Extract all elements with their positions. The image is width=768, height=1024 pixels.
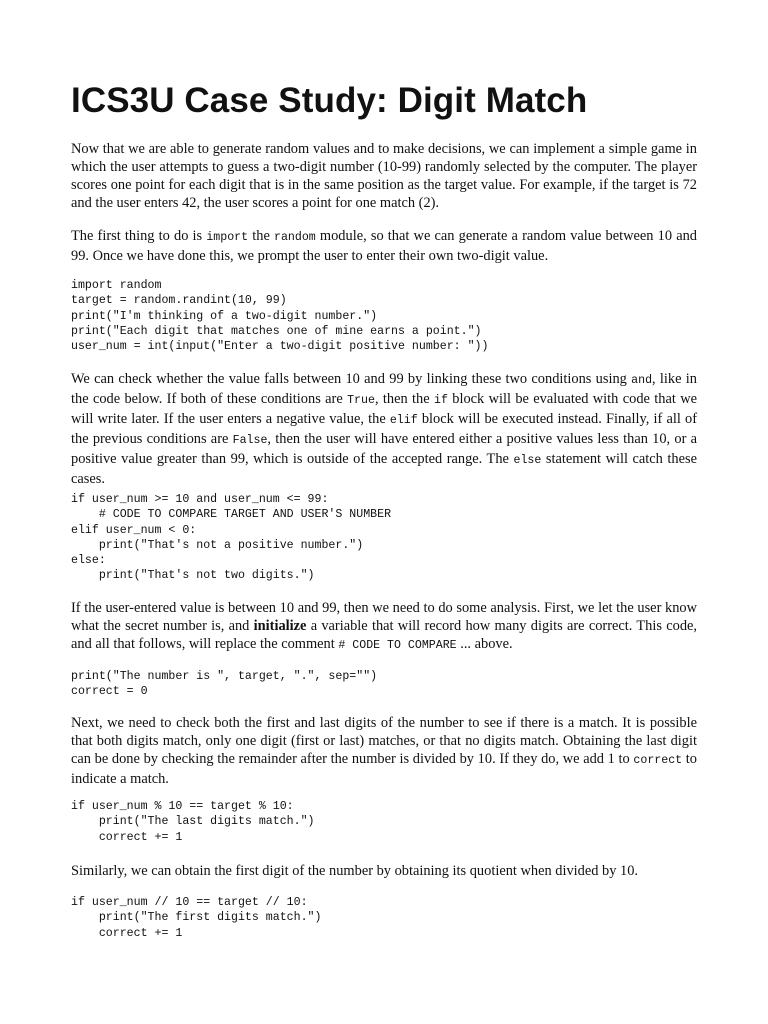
analysis-paragraph <box>71 599 697 655</box>
inline-code-false: False <box>232 434 268 447</box>
inline-code-random: random <box>274 231 316 244</box>
text: , like in the code below. If both of these conditions are <box>71 371 697 407</box>
text: module, so that we can generate a random value between 10 and 99. Once we have done this, we prompt the user to enter their own two-digit value. <box>71 228 697 264</box>
code-block-initialize: print("The number is ", target, ".", sep="") correct = 0 <box>71 670 378 699</box>
inline-code-elif: elif <box>389 414 418 427</box>
text: a variable that will record how many digits are correct. This code, and all that follows, will replace the comment <box>71 618 697 652</box>
text: statement will catch these cases. <box>71 451 697 487</box>
inline-code-if: if <box>433 394 448 407</box>
inline-code-comment: # CODE TO COMPARE <box>338 639 457 652</box>
text: to indicate a match. <box>71 751 698 787</box>
text: Next, we need to check both the first and last digits of the number to see if there is a match. It is possible that both digits match, only one digit (first or last) matches, or that no digits match. Obtaining the last digit can be done by checking the remainder after the number is divided by 10. If they do, we add 1 to <box>71 715 697 767</box>
inline-code-else: else <box>513 454 542 467</box>
last-digit-paragraph <box>71 714 697 788</box>
code-block-first-digit: if user_num // 10 == target // 10: print("The first digits match.") correct += 1 <box>71 896 322 940</box>
conditions-paragraph <box>71 370 697 488</box>
text: , then the <box>374 391 434 407</box>
text: the <box>248 228 274 244</box>
text: block will be executed instead. Finally, if all of the previous conditions are <box>71 411 697 447</box>
bold-term-initialize: initialize <box>253 618 307 634</box>
text: block will be evaluated with code that we will write later. If the user enters a negative value, the <box>71 391 697 427</box>
code-block-last-digit: if user_num % 10 == target % 10: print("The last digits match.") correct += 1 <box>71 800 315 844</box>
inline-code-true: True <box>347 394 375 407</box>
intro-paragraph: Now that we are able to generate random values and to make decisions, we can implement a simple game in which the user attempts to guess a two-digit number (10-99) randomly selected by the computer. The player scores one point for each digit that is in the same position as the target value. For example, if the target is 72 and the user enters 42, the user scores a point for one match (2). <box>71 141 697 211</box>
inline-code-and: and <box>631 374 653 387</box>
page-title: ICS3U Case Study: Digit Match <box>71 81 588 120</box>
import-paragraph <box>71 227 697 265</box>
text: The first thing to do is <box>71 228 207 244</box>
code-block-conditions: if user_num >= 10 and user_num <= 99: # CODE TO COMPARE TARGET AND USER'S NUMBER elif user_num < 0: print("That's not a positive number.") else: print("That's not two digits.") <box>71 493 392 583</box>
code-block-setup: import random target = random.randint(10, 99) print("I'm thinking of a two-digit number.") print("Each digit that matches one of mine earns a point.") user_num = int(input("Enter a two-digit positive number: ")) <box>71 279 489 354</box>
text: ... above. <box>456 636 513 652</box>
first-digit-paragraph: Similarly, we can obtain the first digit of the number by obtaining its quotient when divided by 10. <box>71 863 639 879</box>
text: We can check whether the value falls between 10 and 99 by linking these two conditions using <box>71 371 632 387</box>
text: , then the user will have entered either a positive values less than 10, or a positive value greater than 99, which is outside of the accepted range. The <box>71 431 697 467</box>
text: If the user-entered value is between 10 and 99, then we need to do some analysis. First, we let the user know what the secret number is, and <box>71 600 697 634</box>
inline-code-import: import <box>206 231 249 244</box>
inline-code-correct: correct <box>633 754 683 767</box>
